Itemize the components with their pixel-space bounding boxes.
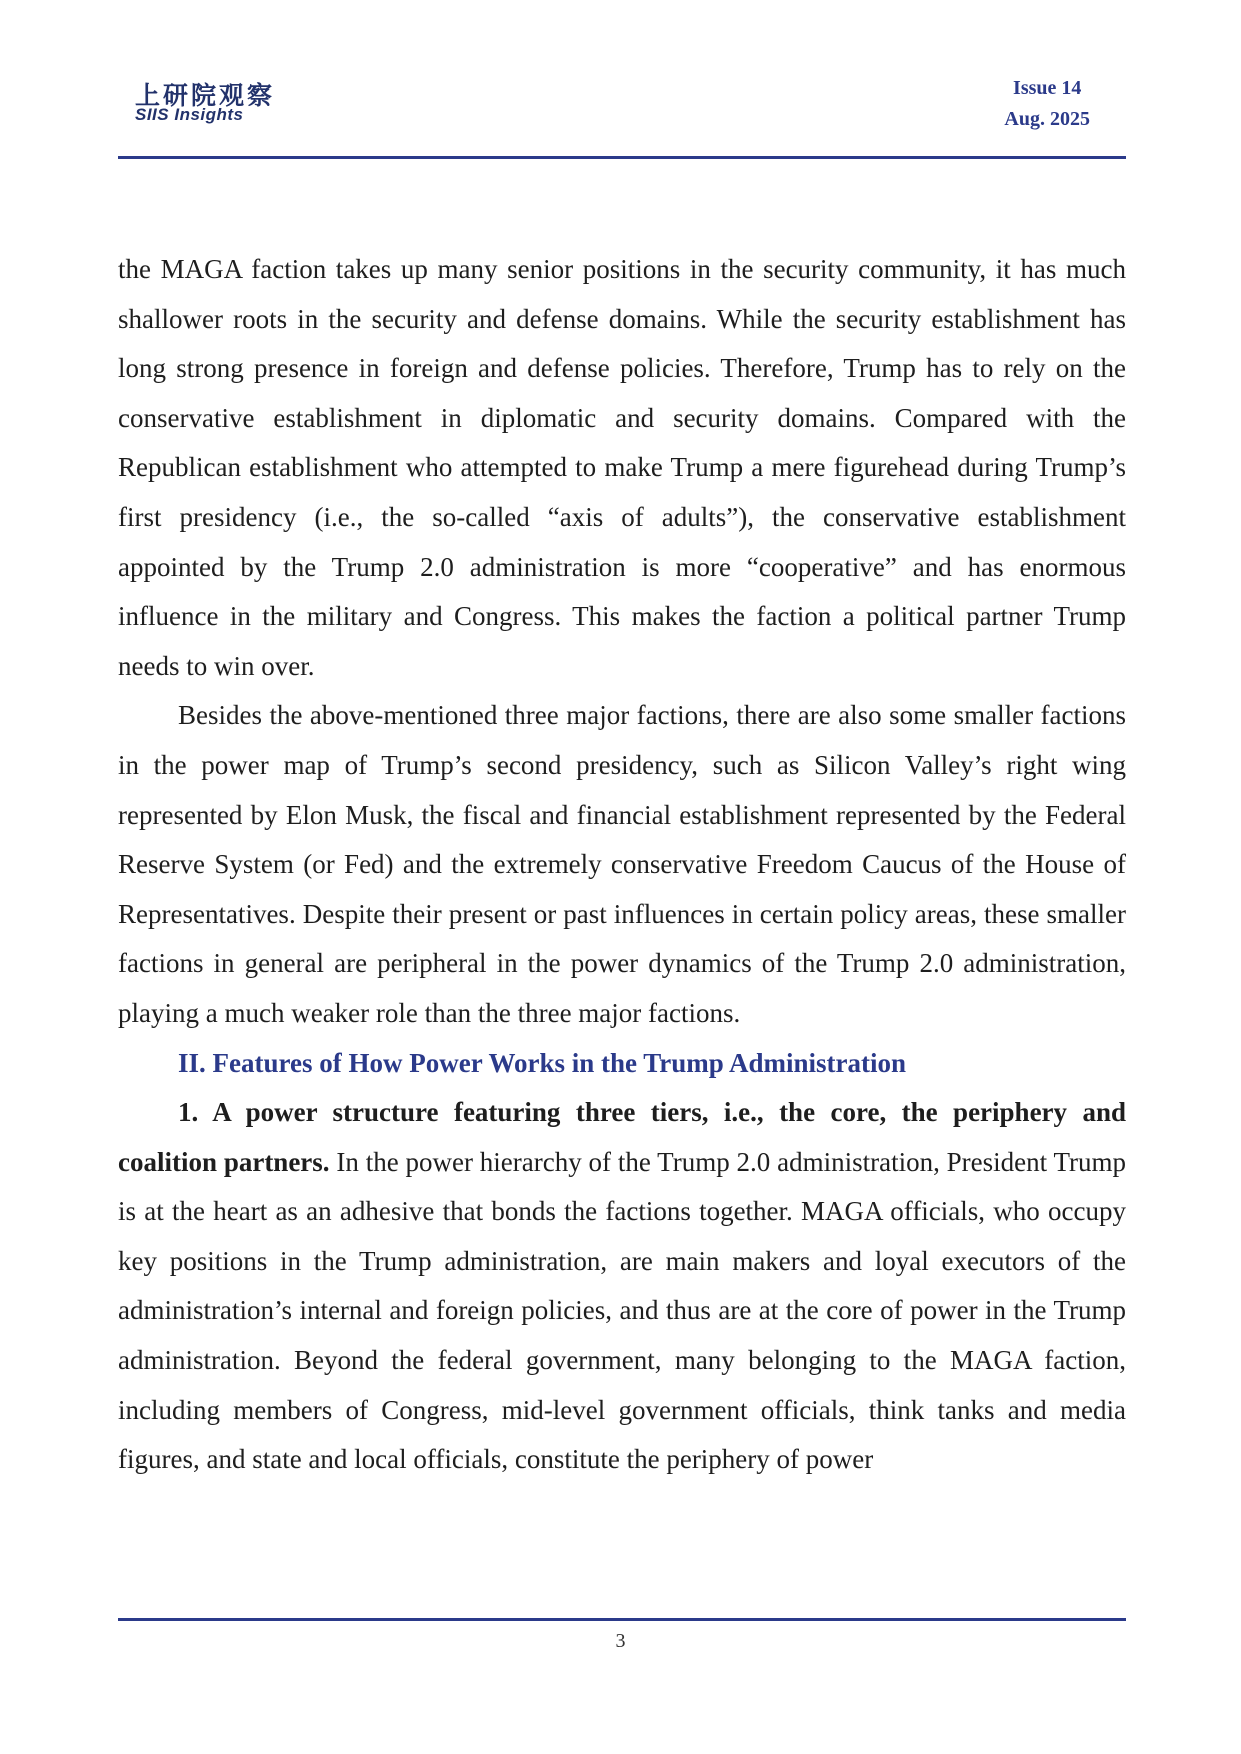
page-header [118, 68, 1126, 160]
issue-date: Aug. 2025 [1004, 108, 1090, 130]
issue-info [1004, 73, 1090, 135]
paragraph-lead-heading: 1. A power structure featuring three tiers, i.e., the core, the periphery and coalition partners. [118, 1097, 1126, 1177]
issue-number: Issue 14 [1013, 77, 1082, 99]
section-heading: II. Features of How Power Works in the Trump Administration [178, 1047, 907, 1078]
paragraph: Besides the above-mentioned three major factions, there are also some smaller factions in the power map of Trump’s second presidency, such as Silicon Valley’s right wing represented by Elon Musk, the fiscal and financial establishment represented by the Federal Reserve System (or Fed) and the extremely conservative Freedom Caucus of the House of Representatives. Despite their present or past influences in certain policy areas, these smaller factions in general are peripheral in the power dynamics of the Trump 2.0 administration, playing a much weaker role than the three major factions. [118, 700, 1126, 1028]
footer-divider [118, 1618, 1126, 1621]
header-divider [118, 156, 1126, 159]
paragraph: the MAGA faction takes up many senior positions in the security community, it has much shallower roots in the security and defense domains. While the security establishment has long strong presence in foreign and defense policies. Therefore, Trump has to rely on the conservative establishment in diplomatic and security domains. Compared with the Republican establishment who attempted to make Trump a mere figurehead during Trump’s first presidency (i.e., the so-called “axis of adults”), the conservative establishment appointed by the Trump 2.0 administration is more “cooperative” and has enormous influence in the military and Congress. This makes the faction a political partner Trump needs to win over. [118, 254, 1126, 681]
page-number: 3 [615, 1630, 626, 1652]
logo-chinese-title: 上研院观察 [135, 81, 276, 110]
body-text [118, 245, 1126, 1485]
logo-english-title: SIIS Insights [135, 105, 244, 124]
paragraph-text: In the power hierarchy of the Trump 2.0 administration, President Trump is at the heart as an adhesive that bonds the factions together. MAGA officials, who occupy key positions in the Trump administration, are main makers and loyal executors of the administration’s internal and foreign policies, and thus are at the core of power in the Trump administration. Beyond the federal government, many belonging to the MAGA faction, including members of Congress, mid-level government officials, think tanks and media figures, and state and local officials, constitute the periphery of power [118, 1146, 1127, 1475]
paragraph [118, 1088, 1126, 1485]
